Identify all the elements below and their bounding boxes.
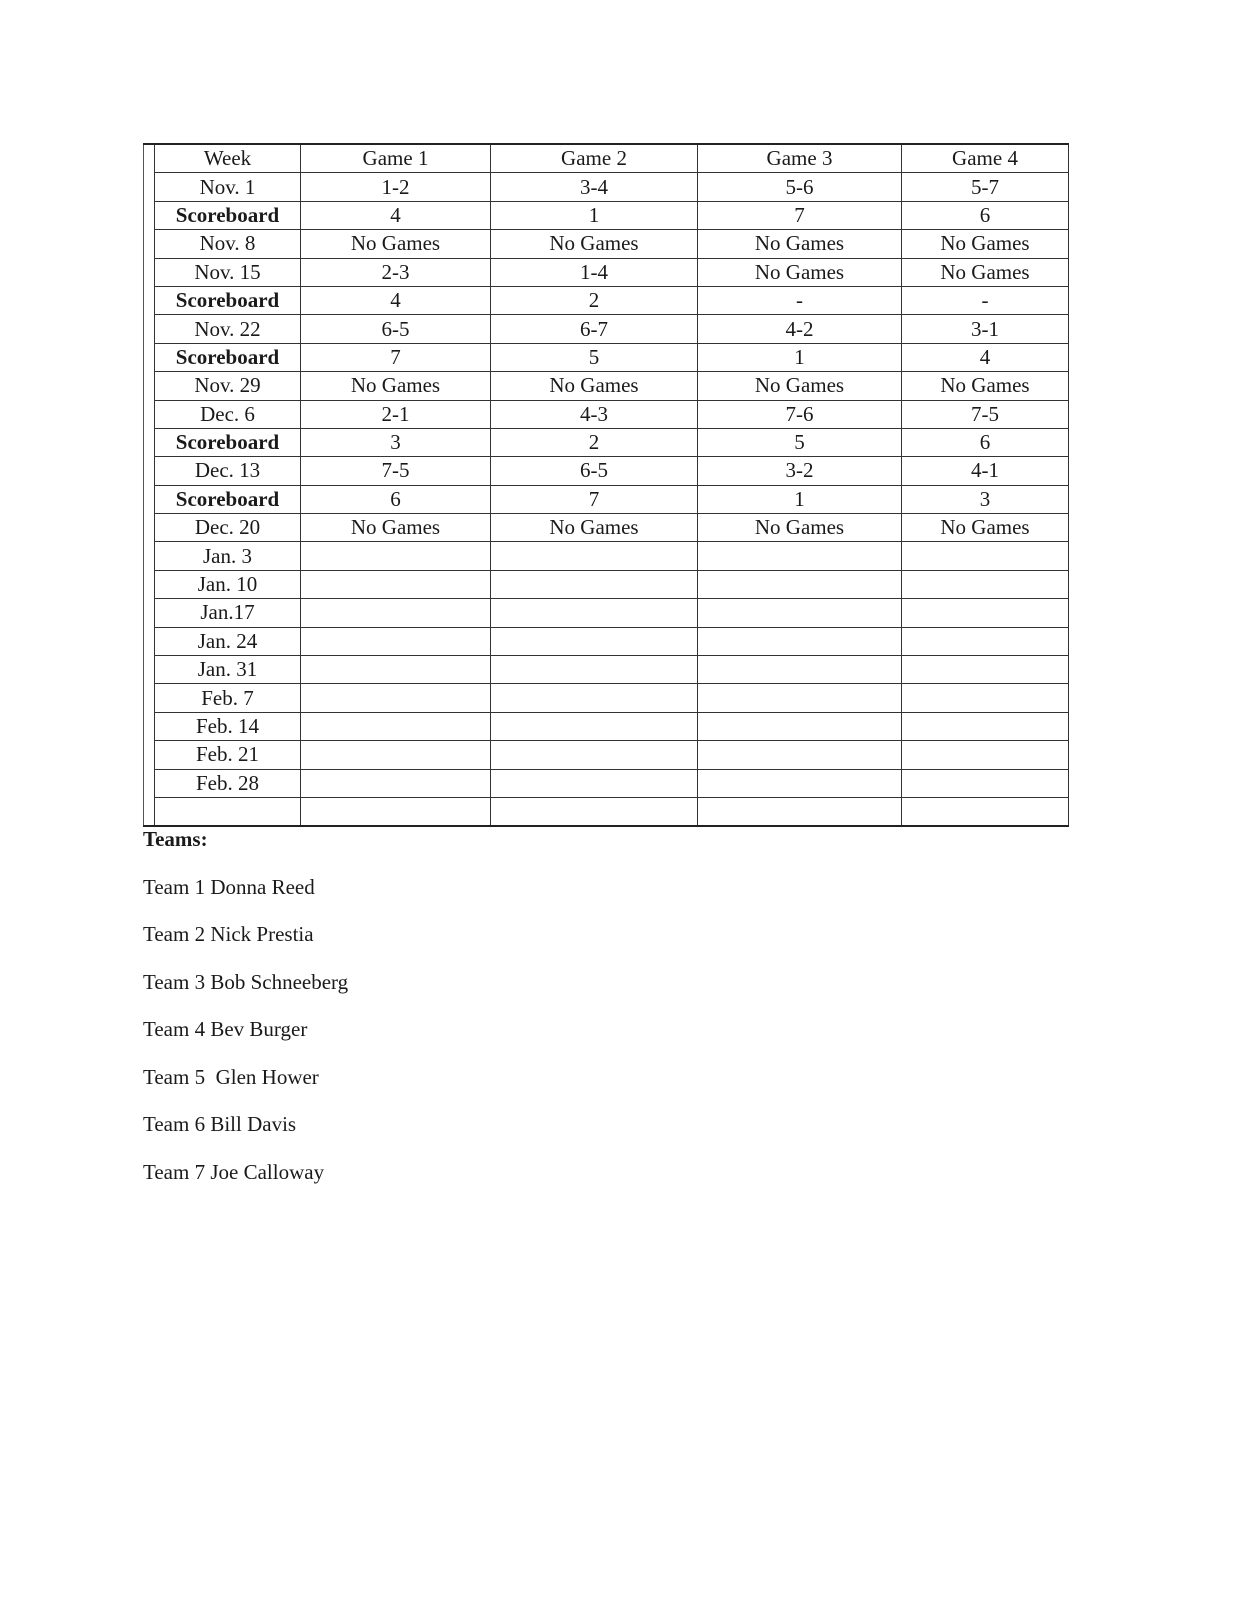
game-3-cell: 7-6: [698, 400, 902, 428]
game-2-cell: 5: [491, 343, 698, 371]
spacer-cell: [144, 144, 155, 173]
week-cell: Jan. 24: [155, 627, 301, 655]
game-2-cell: No Games: [491, 514, 698, 542]
week-cell: Feb. 7: [155, 684, 301, 712]
game-4-cell: [902, 570, 1069, 598]
table-row: [144, 599, 1069, 627]
game-1-cell: 2-1: [301, 400, 491, 428]
week-cell: Nov. 15: [155, 258, 301, 286]
game-2-cell: [491, 627, 698, 655]
game-3-cell: 1: [698, 343, 902, 371]
team-item: Team 5 Glen Hower: [143, 1064, 319, 1089]
spacer-cell: [144, 343, 155, 371]
game-3-cell: 5: [698, 428, 902, 456]
scoreboard-row: [144, 485, 1069, 513]
game-1-cell: 6-5: [301, 315, 491, 343]
game-3-cell: No Games: [698, 372, 902, 400]
spacer-cell: [144, 173, 155, 201]
table-row: [144, 797, 1069, 826]
team-item: Team 2 Nick Prestia: [143, 922, 314, 946]
week-cell: Dec. 6: [155, 400, 301, 428]
game-1-cell: [301, 684, 491, 712]
game-2-cell: [491, 769, 698, 797]
game-4-cell: 5-7: [902, 173, 1069, 201]
game-3-cell: 7: [698, 201, 902, 229]
spacer-cell: [144, 258, 155, 286]
schedule-body: [144, 173, 1069, 826]
header-week: Week: [155, 144, 301, 173]
table-row: [144, 457, 1069, 485]
spacer-cell: [144, 514, 155, 542]
game-1-cell: 4: [301, 286, 491, 314]
game-2-cell: [491, 656, 698, 684]
header-game-1: Game 1: [301, 144, 491, 173]
game-1-cell: [301, 797, 491, 826]
table-row: [144, 627, 1069, 655]
game-4-cell: [902, 542, 1069, 570]
scoreboard-row: [144, 428, 1069, 456]
game-2-cell: [491, 712, 698, 740]
table-row: [144, 173, 1069, 201]
game-3-cell: [698, 769, 902, 797]
week-cell: Scoreboard: [155, 286, 301, 314]
game-1-cell: No Games: [301, 372, 491, 400]
game-2-cell: 7: [491, 485, 698, 513]
game-1-cell: [301, 656, 491, 684]
game-1-cell: 1-2: [301, 173, 491, 201]
game-2-cell: No Games: [491, 230, 698, 258]
game-4-cell: 7-5: [902, 400, 1069, 428]
week-cell: Dec. 20: [155, 514, 301, 542]
spacer-cell: [144, 286, 155, 314]
game-3-cell: [698, 741, 902, 769]
spacer-cell: [144, 570, 155, 598]
header-row: [144, 144, 1069, 173]
header-game-3: Game 3: [698, 144, 902, 173]
week-cell: Nov. 29: [155, 372, 301, 400]
week-cell: Scoreboard: [155, 201, 301, 229]
game-4-cell: [902, 656, 1069, 684]
spacer-cell: [144, 457, 155, 485]
game-3-cell: 3-2: [698, 457, 902, 485]
spacer-cell: [144, 485, 155, 513]
header-game-2: Game 2: [491, 144, 698, 173]
game-2-cell: No Games: [491, 372, 698, 400]
game-3-cell: No Games: [698, 230, 902, 258]
game-1-cell: [301, 570, 491, 598]
week-cell: Jan. 10: [155, 570, 301, 598]
teams-heading: Teams:: [143, 827, 208, 851]
table-row: [144, 514, 1069, 542]
game-1-cell: [301, 627, 491, 655]
game-4-cell: 4-1: [902, 457, 1069, 485]
week-cell: Nov. 8: [155, 230, 301, 258]
game-4-cell: -: [902, 286, 1069, 314]
game-2-cell: 6-5: [491, 457, 698, 485]
game-2-cell: 1-4: [491, 258, 698, 286]
game-2-cell: 6-7: [491, 315, 698, 343]
game-4-cell: 4: [902, 343, 1069, 371]
game-3-cell: [698, 656, 902, 684]
game-1-cell: No Games: [301, 514, 491, 542]
game-1-cell: [301, 712, 491, 740]
week-cell: Feb. 14: [155, 712, 301, 740]
week-cell: Nov. 1: [155, 173, 301, 201]
table-row: [144, 372, 1069, 400]
week-cell: Scoreboard: [155, 428, 301, 456]
spacer-cell: [144, 428, 155, 456]
table-row: [144, 315, 1069, 343]
table-row: [144, 741, 1069, 769]
table-row: [144, 542, 1069, 570]
spacer-cell: [144, 712, 155, 740]
spacer-cell: [144, 542, 155, 570]
game-4-cell: 6: [902, 201, 1069, 229]
team-item: Team 4 Bev Burger: [143, 1017, 308, 1041]
game-3-cell: [698, 797, 902, 826]
week-cell: Jan. 31: [155, 656, 301, 684]
table-row: [144, 230, 1069, 258]
game-4-cell: No Games: [902, 372, 1069, 400]
spacer-cell: [144, 315, 155, 343]
header-game-4: Game 4: [902, 144, 1069, 173]
week-cell: Feb. 21: [155, 741, 301, 769]
scoreboard-row: [144, 343, 1069, 371]
spacer-cell: [144, 372, 155, 400]
spacer-cell: [144, 656, 155, 684]
game-4-cell: 3: [902, 485, 1069, 513]
table-row: [144, 400, 1069, 428]
week-cell: Dec. 13: [155, 457, 301, 485]
game-3-cell: 4-2: [698, 315, 902, 343]
game-3-cell: No Games: [698, 514, 902, 542]
game-4-cell: No Games: [902, 230, 1069, 258]
team-item: Team 1 Donna Reed: [143, 874, 315, 899]
game-1-cell: 3: [301, 428, 491, 456]
game-1-cell: [301, 741, 491, 769]
game-1-cell: [301, 542, 491, 570]
game-4-cell: [902, 627, 1069, 655]
game-4-cell: No Games: [902, 514, 1069, 542]
game-4-cell: 3-1: [902, 315, 1069, 343]
game-1-cell: [301, 599, 491, 627]
table-row: [144, 570, 1069, 598]
game-4-cell: [902, 599, 1069, 627]
game-1-cell: 4: [301, 201, 491, 229]
game-3-cell: [698, 684, 902, 712]
game-3-cell: 5-6: [698, 173, 902, 201]
game-4-cell: [902, 684, 1069, 712]
schedule-table: [143, 143, 1069, 827]
week-cell: Nov. 22: [155, 315, 301, 343]
spacer-cell: [144, 599, 155, 627]
game-2-cell: [491, 797, 698, 826]
game-2-cell: [491, 741, 698, 769]
week-cell: Feb. 28: [155, 769, 301, 797]
game-3-cell: 1: [698, 485, 902, 513]
game-3-cell: No Games: [698, 258, 902, 286]
scoreboard-row: [144, 286, 1069, 314]
teams-section: [143, 826, 348, 1186]
week-cell: Jan. 3: [155, 542, 301, 570]
spacer-cell: [144, 201, 155, 229]
game-1-cell: 7: [301, 343, 491, 371]
table-row: [144, 684, 1069, 712]
game-2-cell: [491, 599, 698, 627]
table-row: [144, 258, 1069, 286]
spacer-cell: [144, 769, 155, 797]
table-row: [144, 656, 1069, 684]
game-3-cell: [698, 712, 902, 740]
team-item: Team 6 Bill Davis: [143, 1112, 297, 1136]
week-cell: Scoreboard: [155, 343, 301, 371]
team-item: Team 3 Bob Schneeberg: [143, 969, 349, 994]
game-4-cell: [902, 797, 1069, 826]
game-2-cell: [491, 684, 698, 712]
table-row: [144, 712, 1069, 740]
game-2-cell: [491, 542, 698, 570]
game-4-cell: No Games: [902, 258, 1069, 286]
game-1-cell: No Games: [301, 230, 491, 258]
game-2-cell: [491, 570, 698, 598]
week-cell: [155, 797, 301, 826]
team-list: [143, 874, 348, 1186]
game-4-cell: 6: [902, 428, 1069, 456]
game-3-cell: [698, 599, 902, 627]
game-4-cell: [902, 741, 1069, 769]
week-cell: Jan.17: [155, 599, 301, 627]
scoreboard-row: [144, 201, 1069, 229]
game-1-cell: 7-5: [301, 457, 491, 485]
game-2-cell: 3-4: [491, 173, 698, 201]
spacer-cell: [144, 230, 155, 258]
game-4-cell: [902, 769, 1069, 797]
spacer-cell: [144, 627, 155, 655]
game-2-cell: 4-3: [491, 400, 698, 428]
game-4-cell: [902, 712, 1069, 740]
spacer-cell: [144, 797, 155, 826]
game-3-cell: -: [698, 286, 902, 314]
game-1-cell: 2-3: [301, 258, 491, 286]
game-1-cell: 6: [301, 485, 491, 513]
table-row: [144, 769, 1069, 797]
spacer-cell: [144, 741, 155, 769]
game-2-cell: 1: [491, 201, 698, 229]
game-3-cell: [698, 570, 902, 598]
game-3-cell: [698, 542, 902, 570]
spacer-cell: [144, 400, 155, 428]
team-item: Team 7 Joe Calloway: [143, 1159, 325, 1184]
game-2-cell: 2: [491, 428, 698, 456]
spacer-cell: [144, 684, 155, 712]
game-2-cell: 2: [491, 286, 698, 314]
week-cell: Scoreboard: [155, 485, 301, 513]
game-3-cell: [698, 627, 902, 655]
game-1-cell: [301, 769, 491, 797]
